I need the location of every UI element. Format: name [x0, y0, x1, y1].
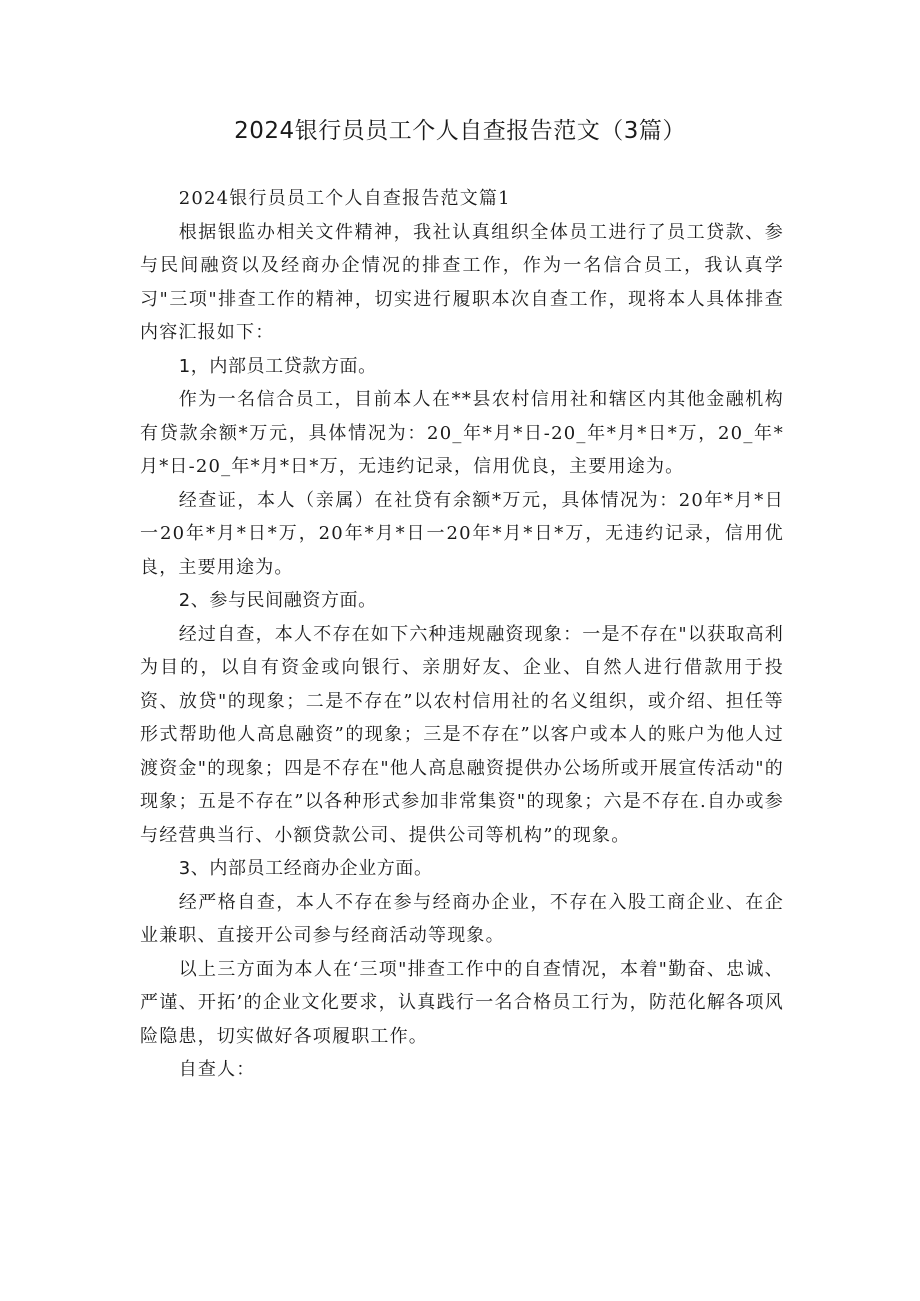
item-heading-loans: 1，内部员工贷款方面。: [178, 355, 377, 377]
signature-line: 自查人：: [178, 1059, 256, 1080]
relatives-loans-paragraph: 经查证，本人（亲属）在社贷有余额*万元，具体情况为：20年*月*日一20年*月*日*万，20年*月*日一20年*月*日*万，无违约记录，信用优良，主要用途为。: [140, 489, 784, 578]
document-body: [140, 182, 784, 1087]
item-heading-business: 3、内部员工经商办企业方面。: [178, 858, 433, 879]
intro-paragraph: 根据银监办相关文件精神，我社认真组织全体员工进行了员工贷款、参与民间融资以及经商办企情况的排查工作，作为一名信合员工，我认真学习"三项"排查工作的精神，切实进行履职本次自查工作，现将本人具体排查内容汇报如下：: [140, 221, 784, 343]
item-heading-financing: 2、参与民间融资方面。: [178, 590, 377, 611]
summary-paragraph: 以上三方面为本人在‘三项"排查工作中的自查情况，本着"勤奋、忠诚、严谨、开拓’的企业文化要求，认真践行一名合格员工行为，防范化解各项风险隐患，切实做好各项履职工作。: [140, 958, 784, 1047]
business-paragraph: 经严格自查，本人不存在参与经商办企业，不存在入股工商企业、在企业兼职、直接开公司参与经商活动等现象。: [140, 891, 784, 946]
loans-paragraph: 作为一名信合员工，目前本人在**县农村信用社和辖区内其他金融机构有贷款余额*万元，具体情况为：20_年*月*日-20_年*月*日*万，20_年*月*日-20_年*月*日*万，无违约记录，信用优良，主要用途为。: [140, 389, 784, 477]
financing-paragraph: 经过自查，本人不存在如下六种违规融资现象：一是不存在"以获取高利为目的，以自有资金或向银行、亲朋好友、企业、自然人进行借款用于投资、放贷"的现象；二是不存在”以农村信用社的名义组织，或介绍、担任等形式帮助他人高息融资”的现象；三是不存在”以客户或本人的账户为他人过渡资金"的现象；四是不存在"他人高息融资提供办公场所或开展宣传活动"的现象；五是不存在”以各种形式参加非常集资"的现象；六是不存在.自办或参与经营典当行、小额贷款公司、提供公司等机构”的现象。: [140, 623, 784, 846]
document-title: 2024银行员员工个人自查报告范文（3篇）: [234, 118, 686, 144]
section-heading: 2024银行员员工个人自查报告范文篇1: [178, 188, 511, 209]
